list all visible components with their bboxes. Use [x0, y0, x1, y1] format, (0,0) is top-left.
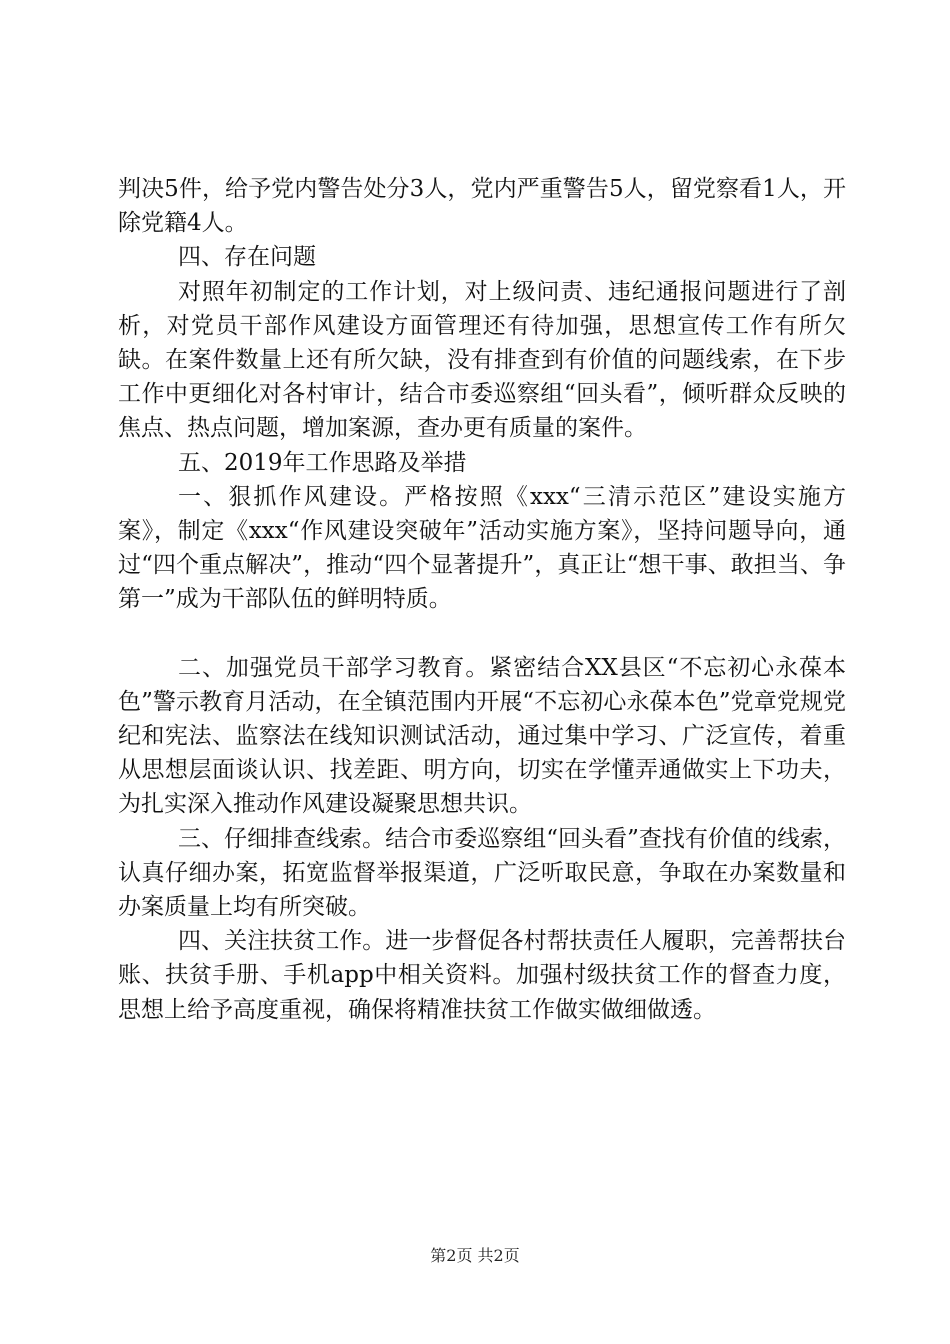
paragraph-spacer	[118, 617, 846, 651]
page-footer	[0, 1243, 950, 1266]
paragraph-plan-item-4: 四、关注扶贫工作。进一步督促各村帮扶责任人履职，完善帮扶台账、扶贫手册、手机app中相关资料。加强村级扶贫工作的督查力度，思想上给予高度重视，确保将精准扶贫工作做实做细做透。	[118, 928, 846, 1023]
document-body	[118, 172, 846, 1027]
paragraph-problems: 对照年初制定的工作计划，对上级问责、违纪通报问题进行了剖析，对党员干部作风建设方面管理还有待加强，思想宣传工作有所欠缺。在案件数量上还有所欠缺，没有排查到有价值的问题线索，在下步工作中更细化对各村审计，结合市委巡察组“回头看”，倾听群众反映的焦点、热点问题，增加案源，查办更有质量的案件。	[118, 278, 846, 442]
paragraph-sanction-summary: 判决5件，给予党内警告处分3人，党内严重警告5人，留党察看1人，开除党籍4人。	[118, 176, 846, 237]
heading-2019-plan: 五、2019年工作思路及举措	[178, 449, 467, 476]
heading-existing-problems: 四、存在问题	[178, 244, 316, 271]
paragraph-plan-item-2: 二、加强党员干部学习教育。紧密结合XX县区“不忘初心永葆本色”警示教育月活动，在全镇范围内开展“不忘初心永葆本色”党章党规党纪和宪法、监察法在线知识测试活动，通过集中学习、广泛宣传，着重从思想层面谈认识、找差距、明方向，切实在学懂弄通做实上下功夫，为扎实深入推动作风建设凝聚思想共识。	[118, 654, 846, 818]
paragraph-plan-item-3: 三、仔细排查线索。结合市委巡察组“回头看”查找有价值的线索，认真仔细办案，拓宽监督举报渠道，广泛听取民意，争取在办案数量和办案质量上均有所突破。	[118, 825, 846, 921]
page-number-label: 第2页 共2页	[430, 1246, 520, 1265]
paragraph-plan-item-1: 一、狠抓作风建设。严格按照《xxx“三清示范区”建设实施方案》，制定《xxx“作风建设突破年”活动实施方案》，坚持问题导向，通过“四个重点解决”，推动“四个显著提升”，真正让“想干事、敢担当、争第一”成为干部队伍的鲜明特质。	[118, 483, 846, 613]
